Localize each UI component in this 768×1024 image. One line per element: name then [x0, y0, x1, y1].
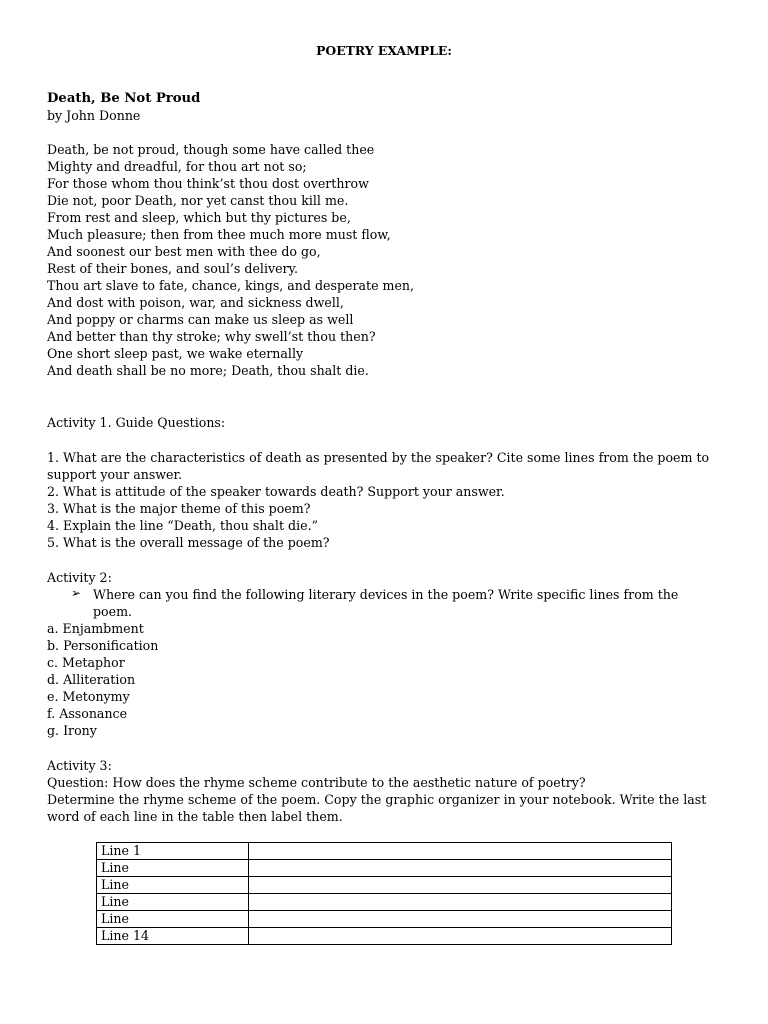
answer-cell[interactable]	[249, 843, 672, 860]
row-label: Line 1	[97, 843, 249, 860]
poem-line: One short sleep past, we wake eternally	[47, 346, 304, 361]
row-label: Line	[97, 877, 249, 894]
table-row	[97, 894, 672, 911]
row-label: Line	[97, 860, 249, 877]
poem-line: Thou art slave to fate, chance, kings, and desperate men,	[47, 278, 415, 293]
question-5: 5. What is the overall message of the poem?	[47, 535, 330, 550]
activity2-instruction-line2: poem.	[93, 604, 133, 619]
table-row	[97, 843, 672, 860]
device-item: g. Irony	[47, 723, 97, 738]
device-item: e. Metonymy	[47, 689, 130, 704]
device-item: b. Personification	[47, 638, 159, 653]
poem-line: Much pleasure; then from thee much more must flow,	[47, 227, 391, 242]
poem-title: Death, Be Not Proud	[47, 91, 201, 106]
question-2: 2. What is attitude of the speaker towards death? Support your answer.	[47, 484, 505, 499]
poem-line: From rest and sleep, which but thy pictures be,	[47, 210, 351, 225]
device-item: d. Alliteration	[47, 672, 136, 687]
device-item: c. Metaphor	[47, 655, 125, 670]
answer-cell[interactable]	[249, 911, 672, 928]
device-item: f. Assonance	[47, 706, 128, 721]
page-title: POETRY EXAMPLE:	[316, 43, 452, 58]
poem-line: Die not, poor Death, nor yet canst thou kill me.	[47, 193, 349, 208]
device-item: a. Enjambment	[47, 621, 144, 636]
poem-author: by John Donne	[47, 108, 141, 123]
activity1-heading: Activity 1. Guide Questions:	[47, 415, 226, 430]
row-label: Line 14	[97, 928, 249, 945]
poem-line: And death shall be no more; Death, thou shalt die.	[47, 363, 369, 378]
activity2-heading: Activity 2:	[47, 570, 112, 585]
poem-line: And soonest our best men with thee do go,	[47, 244, 321, 259]
rhyme-scheme-table	[96, 842, 672, 945]
question-1-line1: 1. What are the characteristics of death as presented by the speaker? Cite some lines from the poem to	[47, 450, 710, 465]
poem-line: Mighty and dreadful, for thou art not so;	[47, 159, 307, 174]
question-1-line2: support your answer.	[47, 467, 183, 482]
poem-line: And dost with poison, war, and sickness dwell,	[47, 295, 344, 310]
answer-cell[interactable]	[249, 894, 672, 911]
activity3-instruction-line2: word of each line in the table then label them.	[47, 809, 343, 824]
arrow-bullet-icon: ➢	[71, 586, 82, 600]
question-4: 4. Explain the line “Death, thou shalt die.”	[47, 518, 319, 533]
answer-cell[interactable]	[249, 877, 672, 894]
poem-line: Rest of their bones, and soul’s delivery.	[47, 261, 299, 276]
poem-line: Death, be not proud, though some have called thee	[47, 142, 375, 157]
table-row	[97, 877, 672, 894]
poem-line: And poppy or charms can make us sleep as well	[47, 312, 354, 327]
activity3-question: Question: How does the rhyme scheme contribute to the aesthetic nature of poetry?	[47, 775, 586, 790]
activity3-heading: Activity 3:	[47, 758, 112, 773]
row-label: Line	[97, 911, 249, 928]
activity3-instruction-line1: Determine the rhyme scheme of the poem. Copy the graphic organizer in your notebook. Write the last	[47, 792, 707, 807]
poem-line: And better than thy stroke; why swell’st thou then?	[47, 329, 376, 344]
table-row	[97, 911, 672, 928]
table-row	[97, 860, 672, 877]
activity2-instruction-line1: Where can you find the following literary devices in the poem? Write specific lines from the	[93, 587, 679, 602]
answer-cell[interactable]	[249, 928, 672, 945]
question-3: 3. What is the major theme of this poem?	[47, 501, 311, 516]
table-row	[97, 928, 672, 945]
answer-cell[interactable]	[249, 860, 672, 877]
row-label: Line	[97, 894, 249, 911]
poem-line: For those whom thou think’st thou dost overthrow	[47, 176, 369, 191]
